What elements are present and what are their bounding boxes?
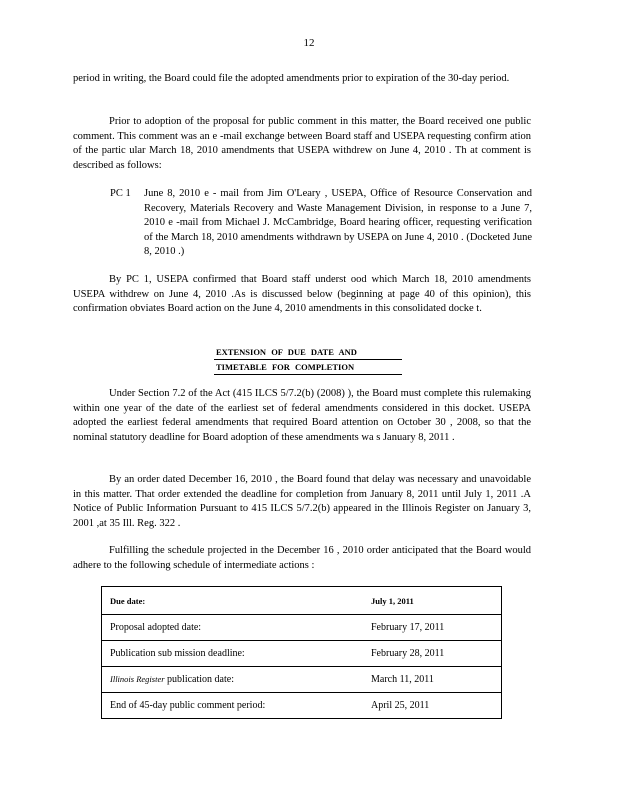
table-row	[102, 667, 502, 693]
schedule-label: Publication sub mission deadline:	[102, 641, 364, 667]
schedule-label: End of 45-day public comment period:	[102, 693, 364, 719]
paragraph-continuation: period in writing, the Board could file the adopted amendments prior to expiration of the 30-day period.	[73, 73, 510, 84]
section-heading-line1: EXTENSION OF DUE DATE AND	[214, 345, 402, 360]
paragraph-extension-order: By an order dated December 16, 2010 , the Board found that delay was necessary and unavoidable in this matter. That order extended the deadline for completion from January 8, 2011 until July 1, 2011 .A Notice of Public Information Pursuant to 415 ILCS 5/7.2(b) appeared in the Illinois Register on January 3, 2001 ,at 35 Ill. Reg. 322 .	[73, 474, 531, 529]
schedule-label: Proposal adopted date:	[102, 615, 364, 641]
schedule-label: Due date:	[102, 587, 364, 615]
paragraph-confirmation: By PC 1, USEPA confirmed that Board staff underst ood which March 18, 2010 amendments USEPA withdrew on June 4, 2010 .As is discussed below (beginning at page 40 of this opinion), this confirmation obviates Board action on the June 4, 2010 amendments in this consolidated docke t.	[73, 274, 531, 314]
section-heading-line2: TIMETABLE FOR COMPLETION	[214, 360, 402, 375]
section-heading	[214, 345, 402, 375]
paragraph-public-comment: Prior to adoption of the proposal for public comment in this matter, the Board received one public comment. This comment was an e -mail exchange between Board staff and USEPA requesting confirm ation of the partic ular March 18, 2010 amendments that USEPA withdrew on June 4, 2010 . Th at comment is described as follows:	[73, 116, 531, 171]
register-title: Illinois Register	[110, 674, 165, 684]
schedule-label	[102, 667, 364, 693]
schedule-value: February 17, 2011	[363, 615, 502, 641]
paragraph-statutory-deadline: Under Section 7.2 of the Act (415 ILCS 5/7.2(b) (2008) ), the Board must complete this rulemaking within one year of the date of the earliest set of federal amendments considered in this docket. USEPA adopted the earliest federal amendments that required Board attention on October 30 , 2008, so that the nominal statutory deadline for Board adoption of these amendments wa s January 8, 2011 .	[73, 388, 531, 443]
table-row	[102, 587, 502, 615]
public-comment-description: June 8, 2010 e - mail from Jim O'Leary , USEPA, Office of Resource Conservation and Recovery, Materials Recovery and Waste Management Division, in response to a June 7, 2010 e -mail from Michael J. McCambridge, Board hearing officer, requesting verification of the March 18, 2010 amendments withdrawn by USEPA on June 4, 2010 . (Docketed June 8, 2010 .)	[144, 188, 532, 257]
table-row	[102, 693, 502, 719]
schedule-label-rest: publication date:	[164, 674, 234, 685]
schedule-table	[101, 586, 502, 719]
schedule-value: April 25, 2011	[363, 693, 502, 719]
schedule-value: July 1, 2011	[363, 587, 502, 615]
table-row	[102, 641, 502, 667]
paragraph-schedule-intro: Fulfilling the schedule projected in the December 16 , 2010 order anticipated that the Board would adhere to the following schedule of intermediate actions :	[73, 545, 531, 571]
schedule-value: March 11, 2011	[363, 667, 502, 693]
public-comment-label: PC 1	[110, 188, 131, 199]
table-row	[102, 615, 502, 641]
schedule-value: February 28, 2011	[363, 641, 502, 667]
page-number: 12	[303, 37, 315, 49]
